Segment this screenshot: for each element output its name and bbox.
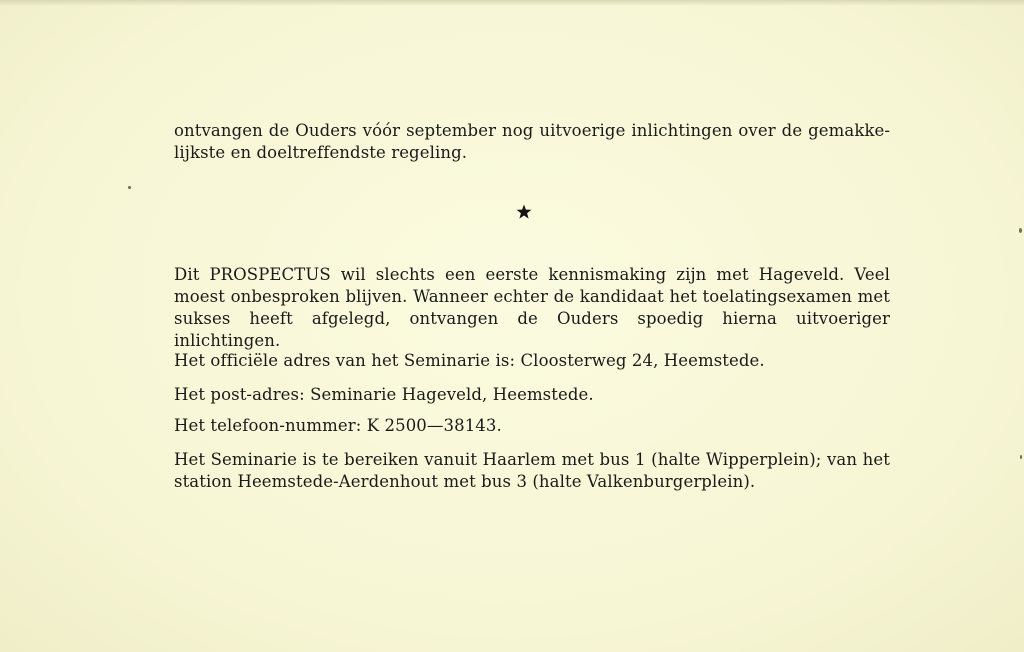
star-icon <box>512 200 536 224</box>
paper-speck <box>1019 228 1022 233</box>
postal-address-line: Het post-adres: Seminarie Hageveld, Heemstede. <box>174 385 594 404</box>
page-edge-shadow <box>0 0 1024 6</box>
prospectus-paragraph: Dit PROSPECTUS wil slechts een eerste kennismaking zijn met Hageveld. Veel moest onbesproken blijven. Wanneer echter de kandidaat het toelatingsexamen met sukses heeft afgelegd, ontvangen de Ouders spoedig hierna uitvoeriger inlichtingen. <box>174 265 890 350</box>
directions-paragraph: Het Seminarie is te bereiken vanuit Haarlem met bus 1 (halte Wipperplein); van het station Heemstede-Aerdenhout met bus 3 (halte Valkenburgerplein). <box>174 450 890 491</box>
paper-speck <box>128 186 131 189</box>
intro-paragraph: ontvangen de Ouders vóór september nog uitvoerige inlichtingen over de gemakkelijkste en doeltreffendste regeling. <box>174 121 890 162</box>
phone-number-line: Het telefoon-nummer: K 2500—38143. <box>174 416 502 435</box>
official-address-line: Het officiële adres van het Seminarie is: Cloosterweg 24, Heemstede. <box>174 351 765 370</box>
paper-speck <box>1020 455 1022 459</box>
